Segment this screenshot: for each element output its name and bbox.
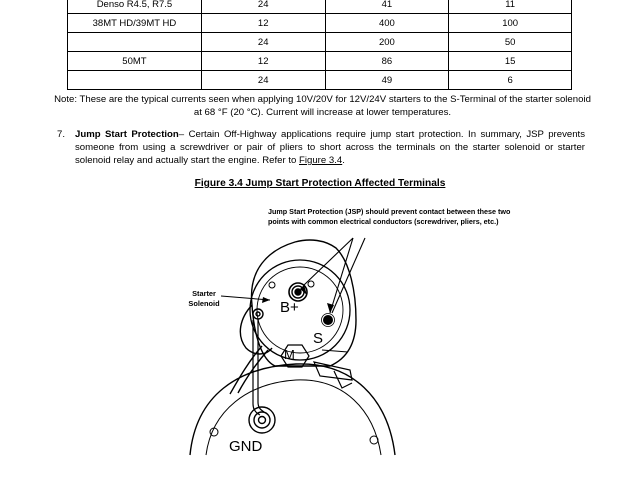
gnd-terminal: GND [229, 438, 263, 455]
table-cell: 49 [325, 71, 449, 90]
table-cell: 24 [201, 0, 325, 14]
item-end: . [342, 155, 345, 166]
m-terminal: M [284, 347, 295, 362]
table-cell: 50 [449, 33, 572, 52]
figure-link[interactable]: Figure 3.4 [299, 155, 343, 166]
starter-solenoid-label: Starter Solenoid [188, 289, 220, 308]
b-plus-terminal: B+ [280, 299, 299, 316]
table-cell: 41 [325, 0, 449, 14]
table-cell: 38MT HD/39MT HD [68, 14, 202, 33]
table-cell: 86 [325, 52, 449, 71]
figure-title: Figure 3.4 Jump Start Protection Affected Terminals [194, 178, 446, 189]
table-cell: 200 [325, 33, 449, 52]
table-cell: Denso R4.5, R7.5 [68, 0, 202, 14]
table-cell: 24 [201, 33, 325, 52]
jsp-callout: Jump Start Protection (JSP) should prevent contact between these two points with common electrical conductors (screwdriver, pliers, etc.) [268, 207, 511, 226]
table-cell: 15 [449, 52, 572, 71]
table-cell: 50MT [68, 52, 202, 71]
item-heading: Jump Start Protection [75, 129, 179, 140]
table-cell: 11 [449, 0, 572, 14]
table-cell: 100 [449, 14, 572, 33]
motor-housing [190, 364, 395, 455]
item-text: – Certain Off-Highway applications require jump start protection. In summary, JSP prevents someone from using a screwdriver or pair of pliers to short across the terminals on the starter solenoid or starter solenoid relay and actually start the engine. Refer to [75, 129, 586, 166]
table-cell: 6 [449, 71, 572, 90]
table-cell: 400 [325, 14, 449, 33]
table-cell: 12 [201, 14, 325, 33]
table-cell: 24 [201, 71, 325, 90]
item-number: 7. [57, 129, 66, 140]
s-terminal: S [313, 330, 324, 347]
note-text: Note: These are the typical currents seen when applying 10V/20V for 12V/24V starters to the S-Terminal of the starter solenoid at 68 °F (20 °C). Current will increase at lower temperatures. [54, 94, 591, 118]
table-cell: 12 [201, 52, 325, 71]
